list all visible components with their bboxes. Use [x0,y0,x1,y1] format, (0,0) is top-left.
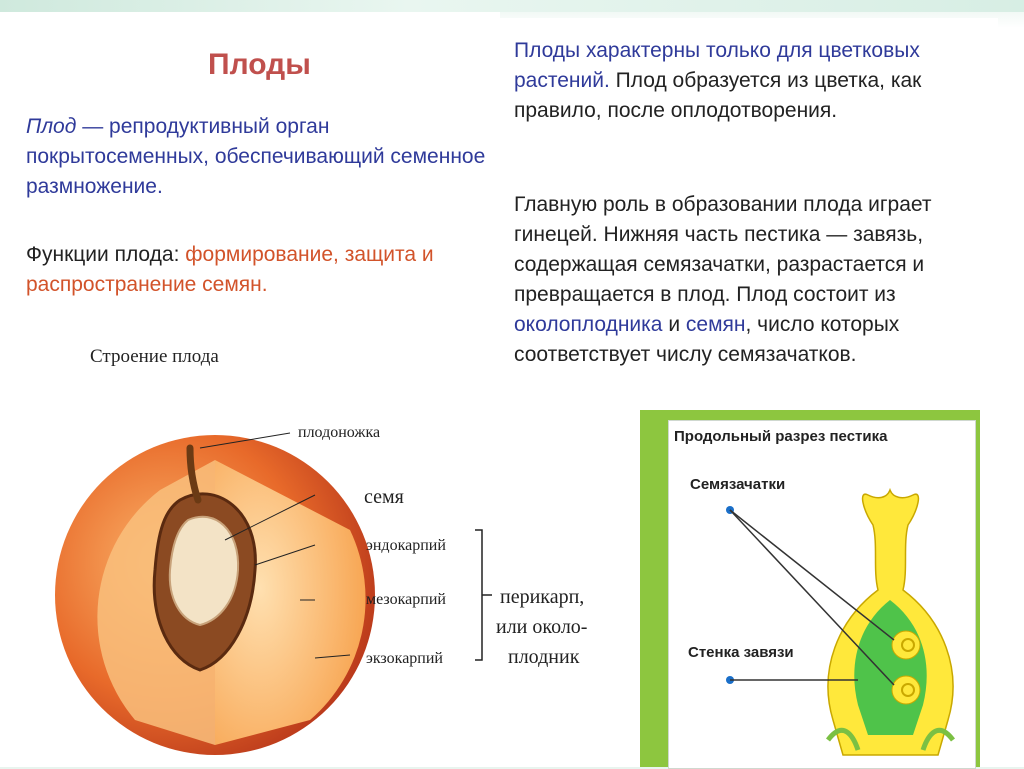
label-seed: семя [364,486,404,508]
fruit-definition [26,112,496,202]
right-paragraph-2 [514,190,984,370]
para2-part2: и [662,313,686,336]
ovule-1 [892,631,920,659]
pistil-illustration [668,450,974,767]
label-ovules: Семязачатки [690,476,786,493]
label-pericarp-2: или около- [496,616,588,638]
right-paragraph-1 [514,36,984,126]
para2-part1: Главную роль в образовании плода играет гинецей. Нижняя часть пестика — завязь, содержащая семязачатки, разрастается и превращается в плод. Плод состоит из [514,193,932,306]
label-pericarp-3: плодник [508,646,580,668]
definition-term: Плод [26,115,77,138]
ovule-2 [892,676,920,704]
fruit-figure-title: Строение плода [90,346,219,367]
para2-pericarp: околоплодника [514,313,663,336]
label-mesocarp: мезокарпий [366,591,446,608]
page-title: Плоды [208,48,311,81]
label-endocarp: эндокарпий [366,537,446,554]
label-exocarp: экзокарпий [366,650,443,667]
fruit-functions [26,240,496,300]
label-ovary-wall: Стенка завязи [688,644,794,661]
label-pericarp-1: перикарп, [500,586,585,608]
pericarp-bracket [475,530,492,660]
functions-prefix: Функции плода: [26,243,186,266]
top-decor-bar [0,0,1024,12]
para2-seeds: семян [685,313,746,336]
definition-text: — репродуктивный орган покрытосеменных, обеспечивающий семенное размножение. [26,115,486,198]
para1-blue: Плоды характерны только для цветковых растений. [514,39,920,92]
pistil-figure-title: Продольный разрез пестика [674,428,888,445]
functions-highlight: формирование, защита и распространение семян. [26,243,434,296]
para2-part3: , число которых соответствует числу семязачатков. [514,313,900,366]
para1-rest: Плод образуется из цветка, как правило, после оплодотворения. [514,69,922,122]
label-stalk: плодоножка [298,424,381,441]
fruit-illustration [40,420,520,760]
